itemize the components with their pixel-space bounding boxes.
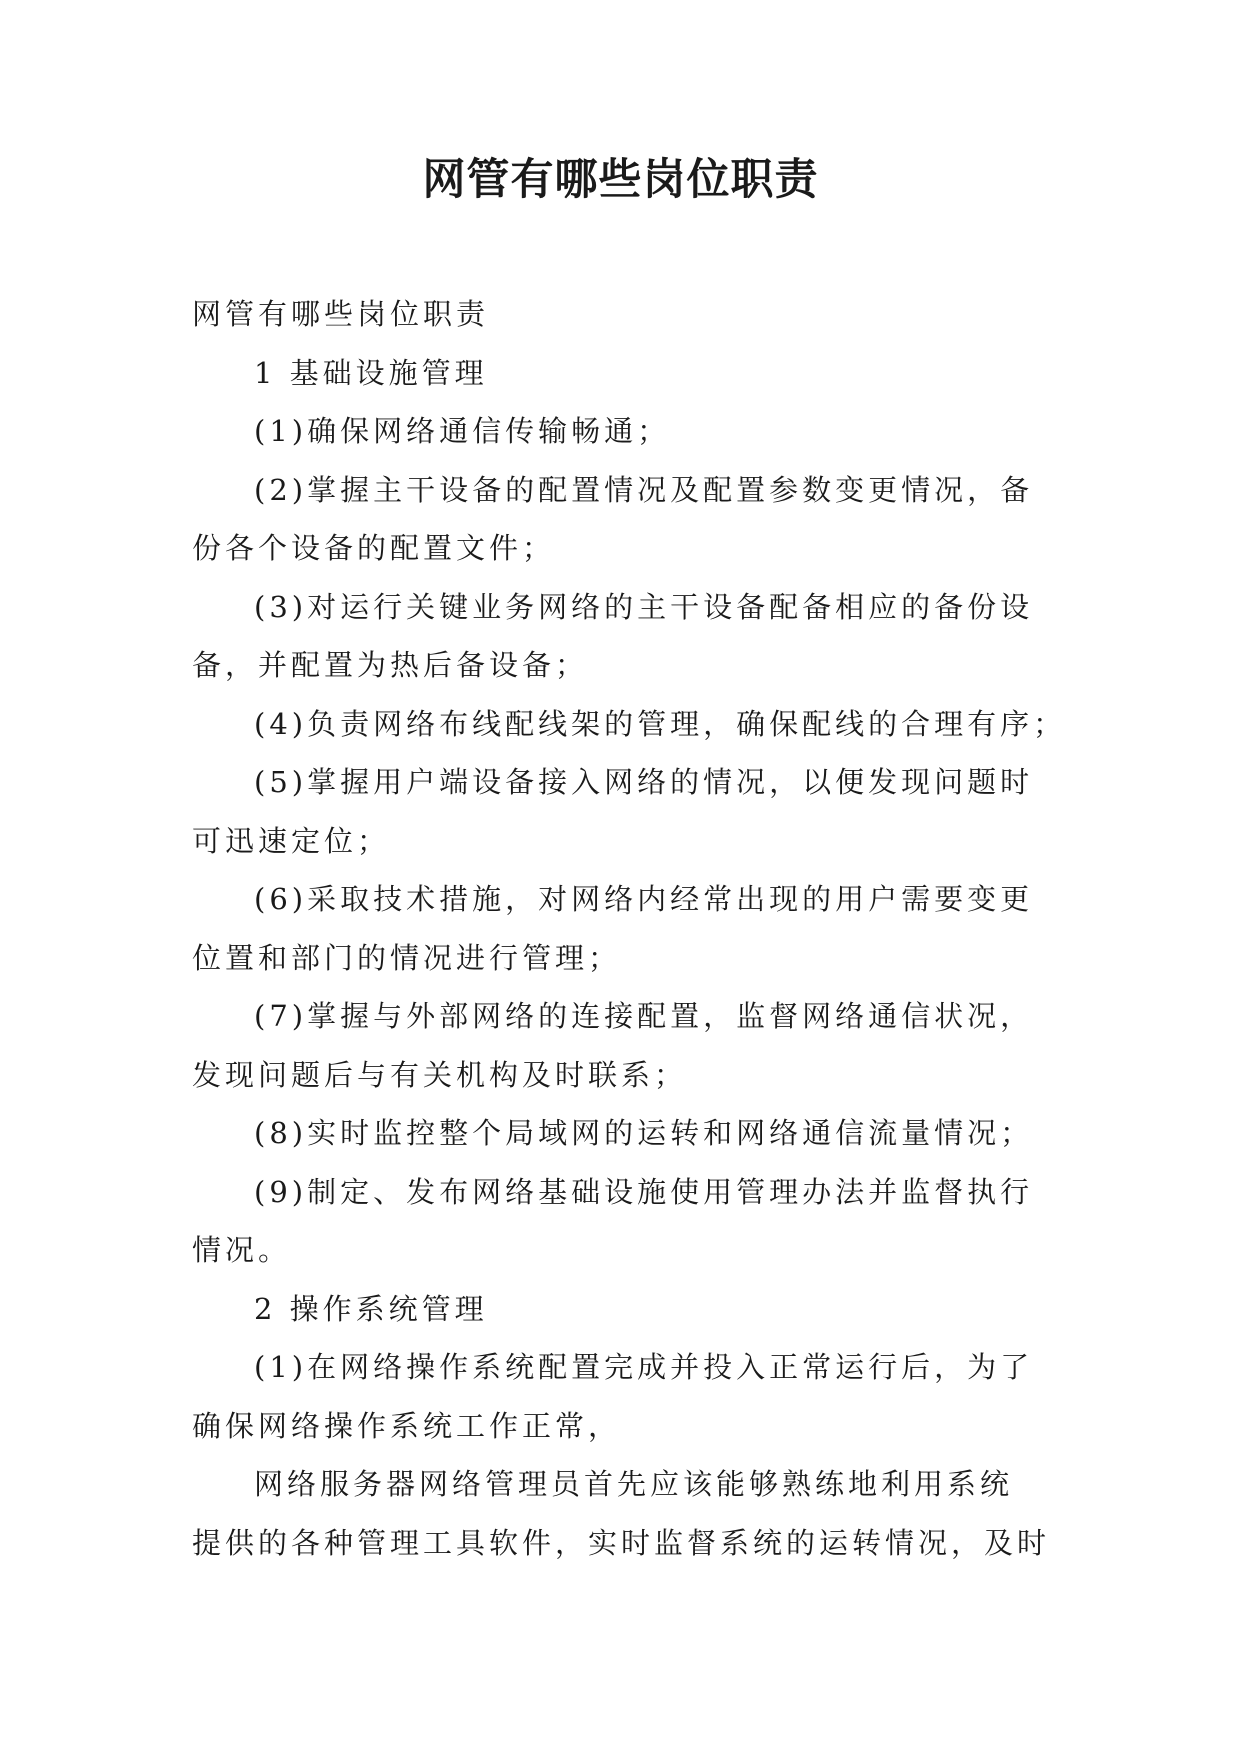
body-line: (1)确保网络通信传输畅通；	[254, 414, 671, 448]
body-line: 情况。	[192, 1233, 292, 1267]
body-line: (7)掌握与外部网络的连接配置，监督网络通信状况，	[254, 999, 1034, 1033]
body-line: (9)制定、发布网络基础设施使用管理办法并监督执行	[254, 1174, 1034, 1209]
body-line: 发现问题后与有关机构及时联系；	[192, 1057, 688, 1092]
body-line: (8)实时监控整个局域网的运转和网络通信流量情况；	[254, 1116, 1034, 1150]
body-line: 可迅速定位；	[192, 823, 391, 858]
document-title: 网管有哪些岗位职责	[422, 155, 819, 205]
body-line: (2)掌握主干设备的配置情况及配置参数变更情况，备	[254, 472, 1034, 507]
body-line: 确保网络操作系统工作正常，	[192, 1408, 622, 1443]
body-line: (1)在网络操作系统配置完成并投入正常运行后，为了	[254, 1350, 1034, 1384]
body-line: (3)对运行关键业务网络的主干设备配备相应的备份设	[254, 589, 1034, 624]
body-line: (4)负责网络布线配线架的管理，确保配线的合理有序；	[254, 706, 1067, 741]
body-line: 份各个设备的配置文件；	[192, 531, 556, 565]
body-line: (5)掌握用户端设备接入网络的情况，以便发现问题时	[254, 765, 1034, 799]
body-line: 提供的各种管理工具软件，实时监督系统的运转情况，及时	[192, 1525, 1051, 1560]
document-body	[192, 285, 1067, 1572]
body-line: 备，并配置为热后备设备；	[192, 648, 589, 682]
body-line: 网络服务器网络管理员首先应该能够熟练地利用系统	[254, 1467, 1014, 1501]
body-line: 2 操作系统管理	[254, 1291, 488, 1326]
body-line: 位置和部门的情况进行管理；	[192, 940, 622, 975]
body-line: (6)采取技术措施，对网络内经常出现的用户需要变更	[254, 882, 1034, 916]
body-line: 网管有哪些岗位职责	[192, 297, 490, 331]
body-line: 1 基础设施管理	[254, 355, 488, 390]
